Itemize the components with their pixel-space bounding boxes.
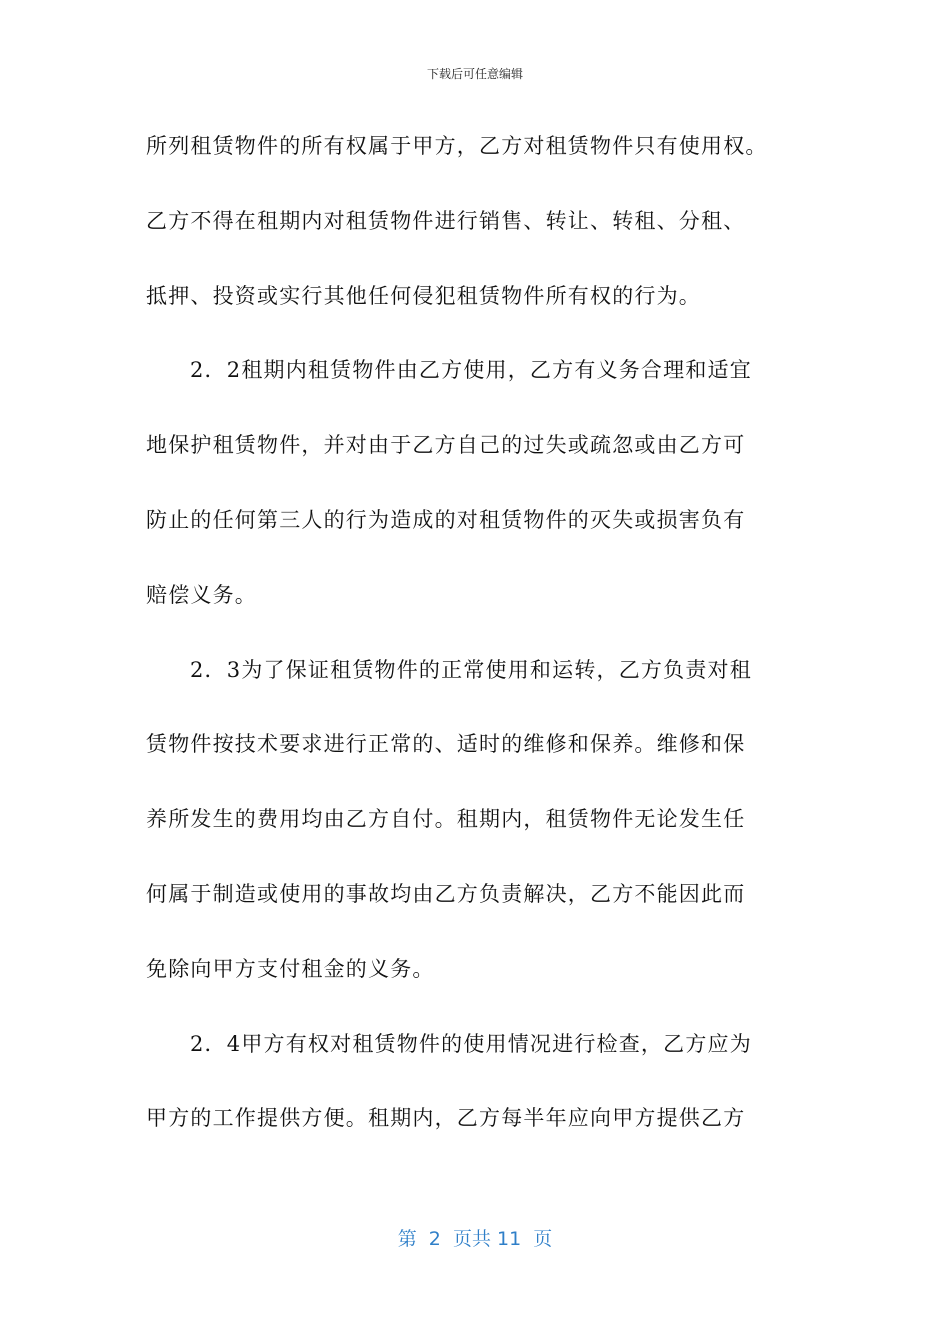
text-line: 甲方的工作提供方便。租期内，乙方每半年应向甲方提供乙方 [146, 1106, 746, 1131]
document-body [146, 124, 806, 1171]
text-line: 抵押、投资或实行其他任何侵犯租赁物件所有权的行为。 [146, 283, 701, 308]
text-line: 所列租赁物件的所有权属于甲方，乙方对租赁物件只有使用权。 [146, 134, 768, 158]
text-line: 防止的任何第三人的行为造成的对租赁物件的灭失或损害负有 [146, 507, 746, 532]
text-line-paragraph-start: 2．4甲方有权对租赁物件的使用情况进行检查，乙方应为 [190, 1031, 752, 1056]
text-line: 乙方不得在租期内对租赁物件进行销售、转让、转租、分租、 [146, 208, 746, 233]
text-line: 免除向甲方支付租金的义务。 [146, 956, 435, 981]
text-line-paragraph-start: 2．2租期内租赁物件由乙方使用，乙方有义务合理和适宜 [190, 358, 752, 383]
text-line: 地保护租赁物件，并对由于乙方自己的过失或疏忽或由乙方可 [146, 433, 746, 458]
text-line: 养所发生的费用均由乙方自付。租期内，租赁物件无论发生任 [146, 807, 746, 832]
text-line-paragraph-start: 2．3为了保证租赁物件的正常使用和运转，乙方负责对租 [190, 657, 752, 682]
page-number-footer: 第 2 页共 11 页 [397, 1228, 553, 1250]
text-line: 赔偿义务。 [146, 582, 257, 607]
page-header: 下载后可任意编辑 [426, 67, 523, 81]
text-line: 何属于制造或使用的事故均由乙方负责解决，乙方不能因此而 [146, 881, 746, 906]
text-line: 赁物件按技术要求进行正常的、适时的维修和保养。维修和保 [146, 732, 746, 757]
